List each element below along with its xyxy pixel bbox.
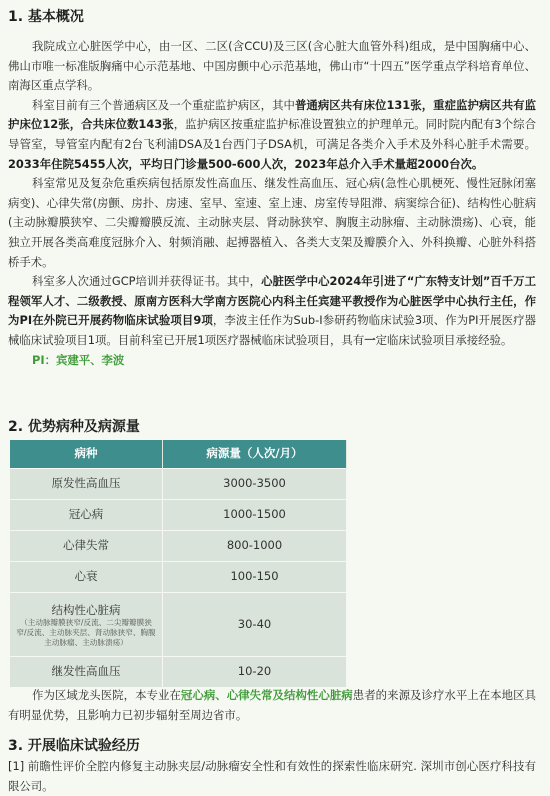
disease-volume: 1000-1500 [163,500,347,531]
paragraph-diseases: 科室常见及复杂危重疾病包括原发性高血压、继发性高血压、冠心病(急性心肌梗死、慢性冠脉闭塞病变)、心律失常(房颤、房扑、房速、室早、室速、室上速、房室传导阻滞、病窦综合征)、结构性心脏病(主动脉瓣膜狭窄、二尖瓣瓣膜反流、主动脉夹层、肾动脉狭窄、胸腹主动脉瘤、主动脉溃疡)、心衰，能独立开展各类高难度冠脉介入、射频消融、起搏器植入、各类大支架及瓣膜介入、外科换瓣、心脏外科搭桥手术。 [8,176,536,269]
gcp-bold: 心脏医学中心2024年引进了“广东特支计划”百千万工程领军人才、二级教授、原南方医科大学南方医院心内科主任宾建平教授作为心脏医学中心执行主任，作为PI在外院已开展药物临床试验项目9项 [8,274,536,328]
paragraph-beds [8,96,536,174]
annual-volume-bold: 2033年住院5455人次，平均日门诊量500-600人次，2023年总介入手术量超2000台次。 [8,156,484,171]
disease-name: 结构性心脏病 [51,602,121,617]
gcp-text-e: 定临床试验项目承接经验。 [375,332,513,347]
gcp-text-a: 科室多人次通过GCP培训并获得证书。其中， [32,274,262,289]
disease-volume-table [10,440,347,687]
table-row [10,500,347,531]
advantage-text-a: 作为区域龙头医院，本专业在 [32,688,181,702]
table-row [10,657,347,688]
disease-volume: 10-20 [163,657,347,688]
disease-volume: 3000-3500 [163,469,347,500]
section-title-basic-overview: 1. 基本概况 [8,9,84,25]
table-row [10,531,347,562]
disease-name: 心衰 [10,562,163,593]
disease-name: 继发性高血压 [10,657,163,688]
paragraph-advantage [8,686,536,725]
header-volume: 病源量（人次/月） [163,440,347,469]
disease-volume: 800-1000 [163,531,347,562]
advantage-highlight: 冠心病、心律失常及结构性心脏病 [180,688,353,702]
disease-name: 原发性高血压 [10,469,163,500]
disease-name: 心律失常 [10,531,163,562]
disease-name: 冠心病 [10,500,163,531]
table-row [10,593,347,657]
paragraph-gcp [8,272,536,350]
pi-line: PI：宾建平、李波 [32,352,125,367]
table-row [10,562,347,593]
disease-subtypes: （主动脉瓣膜狭窄/反流、二尖瓣瓣膜狭窄/反流、主动脉夹层、肾动脉狭窄、胸腹主动脉瘤、主动脉溃疡） [16,617,156,647]
clinical-trials-list [8,757,536,796]
section-title-advantage-diseases: 2. 优势病种及病源量 [8,419,140,435]
disease-volume: 100-150 [163,562,347,593]
beds-text-a: 科室目前有三个普通病区及一个重症监护病区，其中 [32,97,295,112]
advantage-text-c: 患者的来源及诊疗水平上在本地区具有明显优势，且影响力已初步辐射至周边省市。 [8,688,536,722]
gcp-bold-yi: 一 [364,332,376,347]
basic-overview-body [8,37,536,370]
paragraph-intro: 我院成立心脏医学中心，由一区、二区(含CCU)及三区(含心脏大血管外科)组成，是中国胸痛中心、佛山市唯一标准版胸痛中心示范基地、中国房颤中心示范基地，佛山市“十四五”医学重点学科培育单位、南海区重点学科。 [8,39,536,93]
trial-item: [1] 前瞻性评价全腔内修复主动脉夹层/动脉瘤安全性和有效性的探索性临床研究. 深圳市创心医疗科技有限公司。 [8,759,536,793]
header-disease: 病种 [10,440,163,469]
beds-bold: 普通病区共有床位131张，重症监护病区共有监护床位12张，合共床位数143张 [8,97,536,132]
section-title-clinical-trials: 3. 开展临床试验经历 [8,738,140,754]
advantage-summary [8,686,536,725]
table-header-row [10,440,347,469]
table-row [10,469,347,500]
disease-name-cell [10,593,163,657]
disease-volume: 30-40 [163,593,347,657]
beds-text-c: ，监护病区按重症监护标准设置独立的护理单元。同时院内配有3个综合导管室，导管室内配有2台飞利浦DSA及1台西门子DSA机，可满足各类介入手术及外科心脏手术需要。 [8,117,536,151]
gcp-text-c: ，李波主任作为Sub-I参研药物临床试验3项、作为PI开展医疗器械临床试验项目1项。目前科室已开展1项医疗器械临床试验项目，具有 [8,313,536,347]
